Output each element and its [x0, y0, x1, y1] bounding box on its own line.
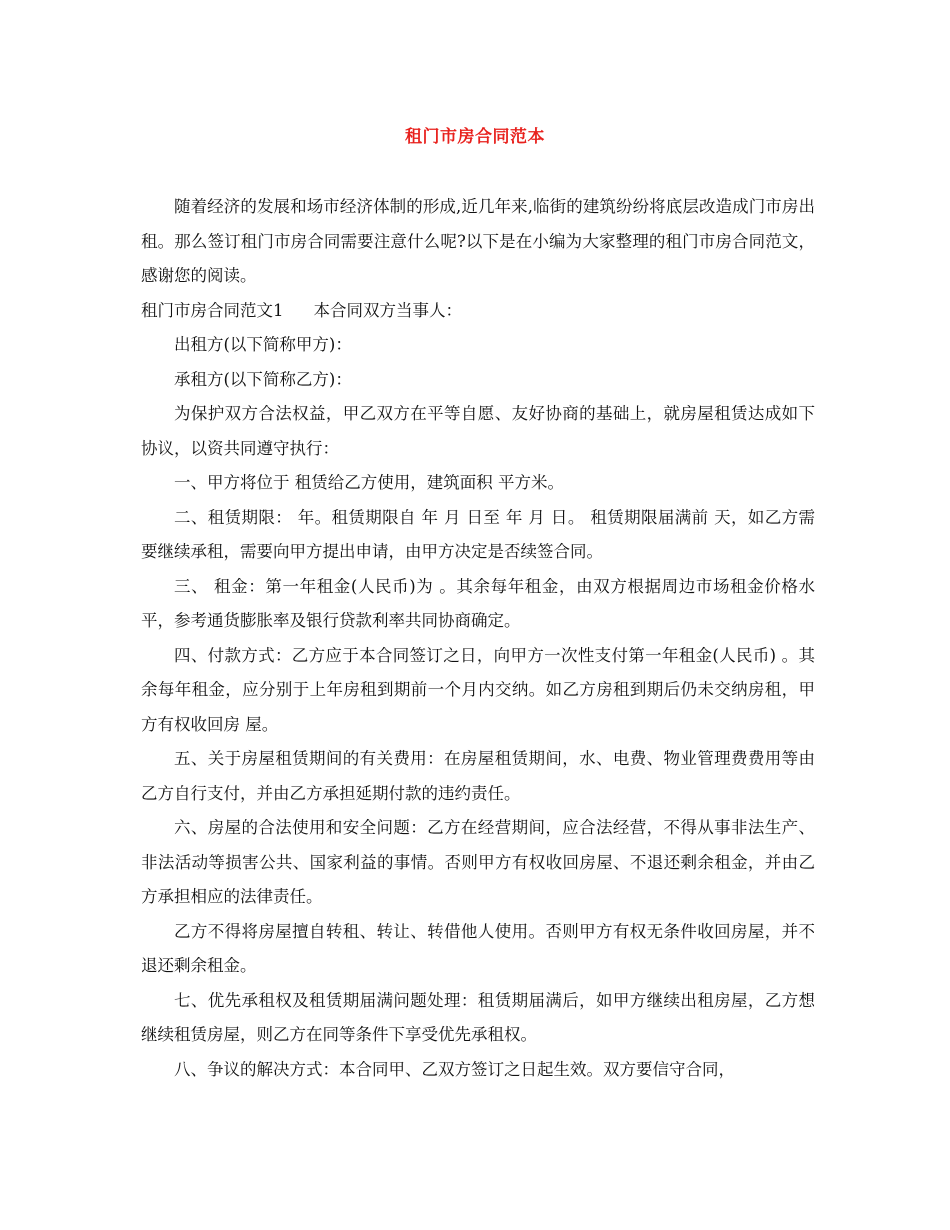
preamble-paragraph: 为保护双方合法权益，甲乙双方在平等自愿、友好协商的基础上，就房屋租赁达成如下协议，以资共同遵守执行：	[141, 404, 815, 458]
clause-7-priority: 七、优先承租权及租赁期届满问题处理：租赁期届满后，如甲方继续出租房屋，乙方想继续租赁房屋，则乙方在同等条件下享受优先承租权。	[141, 990, 815, 1044]
sample-heading-line	[141, 294, 815, 329]
clause-4-payment: 四、付款方式：乙方应于本合同签订之日，向甲方一次性支付第一年租金(人民币) 。其余每年租金，应分别于上年房租到期前一个月内交纳。如乙方房租到期后仍未交纳房租，甲方有权收回房 屋。	[141, 645, 815, 734]
parties-heading: 本合同双方当事人：	[313, 300, 462, 320]
clause-6-lawful-use: 六、房屋的合法使用和安全问题：乙方在经营期间，应合法经营，不得从事非法生产、非法活动等损害公共、国家利益的事情。否则甲方有权收回房屋、不退还剩余租金，并由乙方承担相应的法律责任。	[141, 818, 815, 906]
intro-paragraph: 随着经济的发展和场市经济体制的形成,近几年来,临街的建筑纷纷将底层改造成门市房出租。那么签订租门市房合同需要注意什么呢?以下是在小编为大家整理的租门市房合同范文，感谢您的阅读。	[141, 197, 815, 285]
sample-heading: 租门市房合同范文1	[141, 300, 284, 320]
clause-5-expenses: 五、关于房屋租赁期间的有关费用：在房屋租赁期间，水、电费、物业管理费费用等由乙方自行支付，并由乙方承担延期付款的违约责任。	[141, 749, 815, 803]
clause-8-disputes: 八、争议的解决方式：本合同甲、乙双方签订之日起生效。双方要信守合同，	[174, 1059, 735, 1079]
clause-1-premises: 一、甲方将位于 租赁给乙方使用，建筑面积 平方米。	[174, 473, 564, 492]
clause-6-sublet: 乙方不得将房屋擅自转租、转让、转借他人使用。否则甲方有权无条件收回房屋，并不退还剩余租金。	[141, 921, 815, 975]
lessor-line: 出租方(以下简称甲方)：	[174, 335, 352, 354]
document-body	[141, 190, 815, 1087]
clause-3-rent: 三、 租金：第一年租金(人民币)为 。其余每年租金，由双方根据周边市场租金价格水平，参考通货膨胀率及银行贷款利率共同协商确定。	[141, 576, 815, 630]
lessee-line: 承租方(以下简称乙方)：	[174, 369, 352, 389]
document-title: 租门市房合同范本	[405, 127, 545, 147]
clause-2-term: 二、租赁期限： 年。租赁期限自 年 月 日至 年 月 日。 租赁期限届满前 天，如乙方需要继续承租，需要向甲方提出申请，由甲方决定是否续签合同。	[141, 507, 815, 561]
